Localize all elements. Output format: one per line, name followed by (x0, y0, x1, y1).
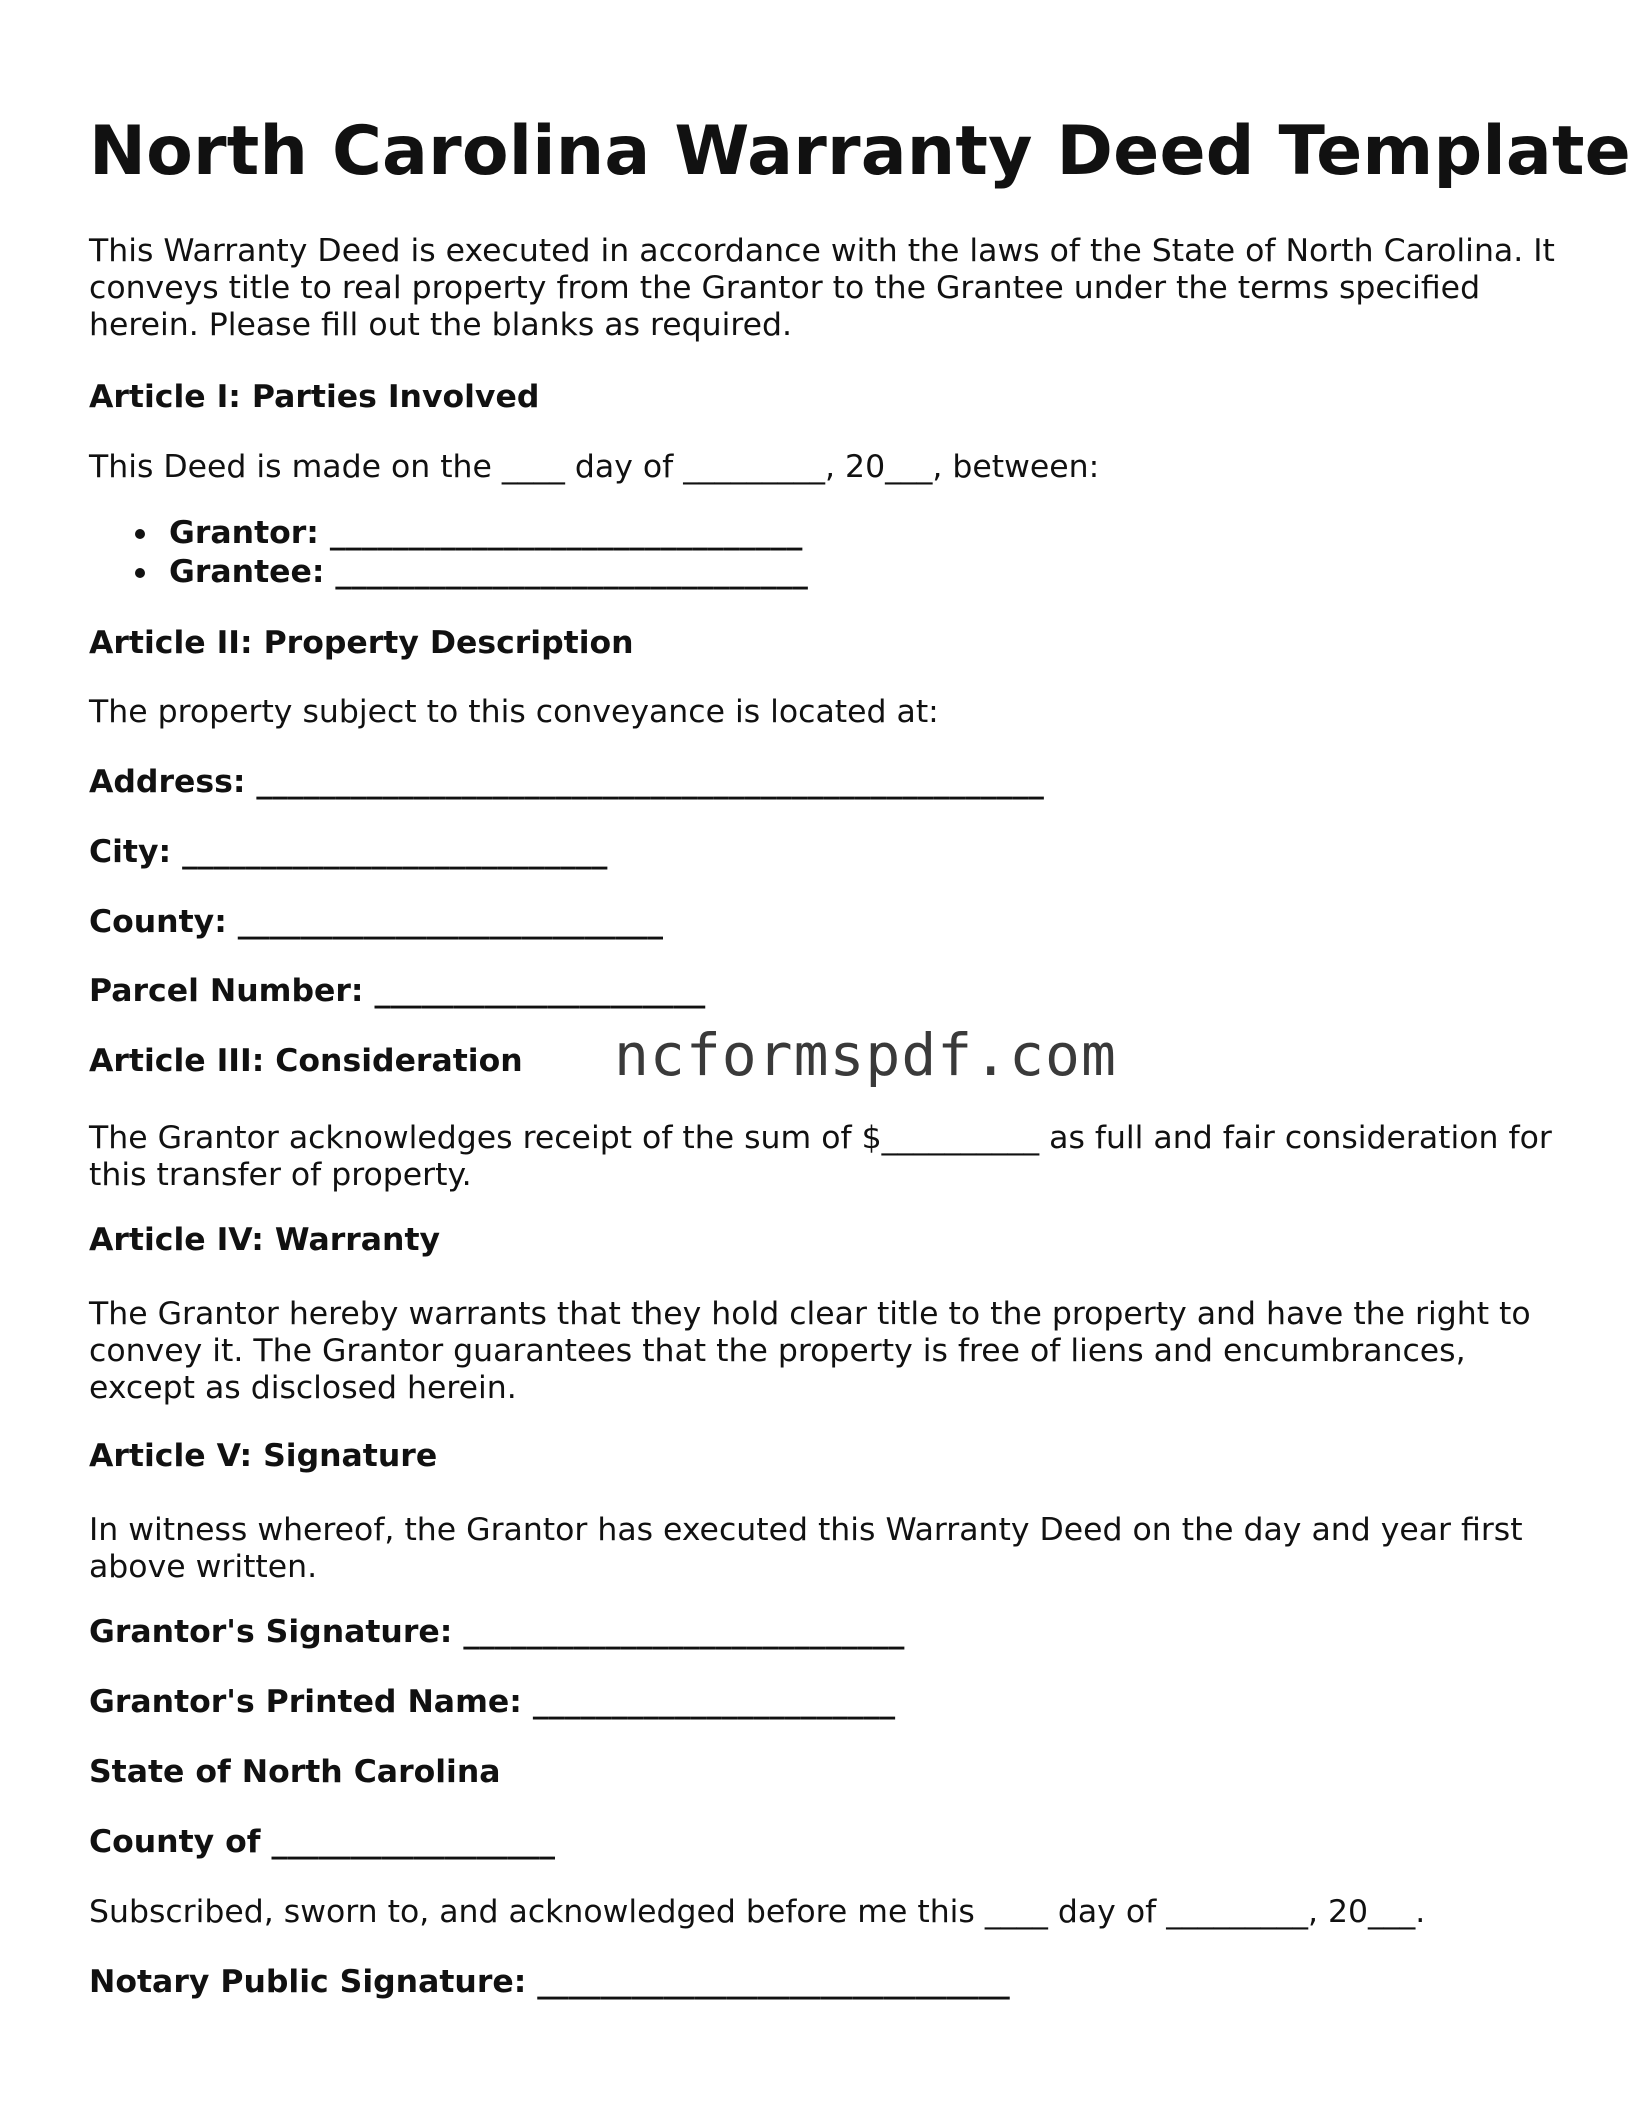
article-5-text: In witness whereof, the Grantor has executed this Warranty Deed on the day and year first above written. (89, 1512, 1523, 1585)
article-4-heading: Article IV: Warranty (89, 1222, 441, 1258)
county-field: County: ___________________________ (89, 904, 664, 940)
grantee-line (89, 553, 808, 592)
subscribed-text: Subscribed, sworn to, and acknowledged before me this ____ day of _________, 20___. (89, 1894, 1426, 1930)
grantor-line (89, 514, 808, 553)
article-5-heading: Article V: Signature (89, 1438, 438, 1474)
article-2-heading: Article II: Property Description (89, 625, 634, 661)
state-label: State of North Carolina (89, 1754, 501, 1790)
article-4-text: The Grantor hereby warrants that they hold clear title to the property and have the right to convey it. The Grantor guarantees that the property is free of liens and encumbrances, except as disclosed herein. (89, 1296, 1531, 1406)
parties-list (89, 514, 808, 592)
address-field: Address: __________________________________________________ (89, 764, 1044, 800)
article-3-text: The Grantor acknowledges receipt of the sum of $__________ as full and fair consideration for this transfer of property. (89, 1120, 1552, 1193)
page-title: North Carolina Warranty Deed Template (89, 112, 1631, 191)
city-field: City: ___________________________ (89, 834, 608, 870)
article-3-heading: Article III: Consideration (89, 1043, 523, 1079)
grantor-printed-name-field: Grantor's Printed Name: _______________________ (89, 1684, 896, 1720)
bullet-icon (135, 529, 145, 539)
bullet-icon (135, 568, 145, 578)
notary-signature-field: Notary Public Signature: ______________________________ (89, 1964, 1010, 2000)
article-1-heading: Article I: Parties Involved (89, 379, 540, 415)
article-2-text: The property subject to this conveyance is located at: (89, 694, 939, 730)
grantor-signature-field: Grantor's Signature: ____________________________ (89, 1614, 905, 1650)
intro-paragraph: This Warranty Deed is executed in accordance with the laws of the State of North Carolina. It conveys title to real property from the Grantor to the Grantee under the terms specified herein. Please fill out the blanks as required. (89, 233, 1555, 343)
watermark-text: ncformspdf.com (614, 1021, 1117, 1089)
grantee-field: Grantee: ______________________________ (169, 554, 808, 590)
county-of-field: County of __________________ (89, 1824, 555, 1860)
grantor-field: Grantor: ______________________________ (169, 515, 803, 551)
parcel-number-field: Parcel Number: _____________________ (89, 973, 706, 1009)
article-1-text: This Deed is made on the ____ day of _________, 20___, between: (89, 449, 1100, 485)
